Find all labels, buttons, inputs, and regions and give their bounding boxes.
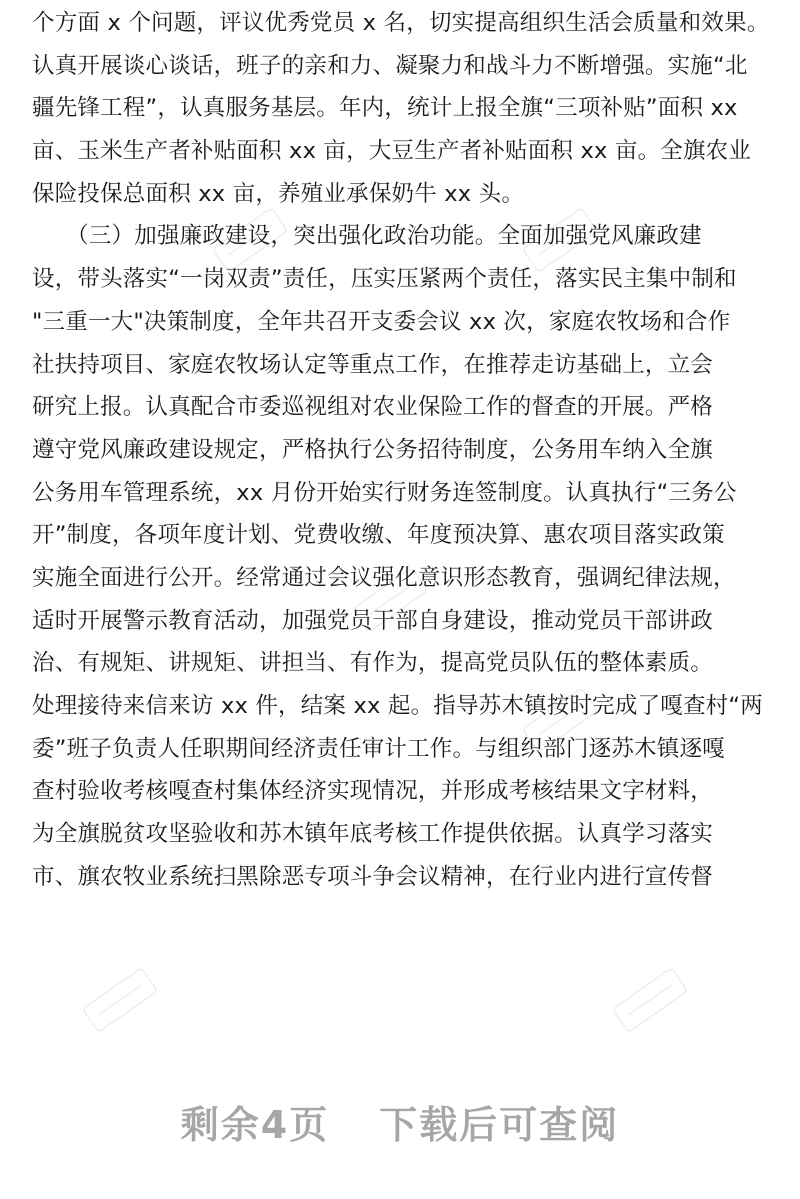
text-line: "三重一大"决策制度，全年共召开支委会议 xx 次，家庭农牧场和合作 [32, 308, 731, 335]
section-heading-line: （三）加强廉政建设，突出强化政治功能。全面加强党风廉政建 [32, 223, 702, 250]
text-line: 为全旗脱贫攻坚验收和苏木镇年底考核工作提供依据。认真学习落实 [32, 821, 714, 848]
text-line: 公务用车管理系统，xx 月份开始实行财务连签制度。认真执行“三务公 [32, 479, 737, 506]
text-line: 处理接待来信来访 xx 件，结案 xx 起。指导苏木镇按时完成了嘎查村“两 [32, 693, 763, 719]
body-text [32, 0, 778, 898]
text-line: 委”班子负责人任职期间经济责任审计工作。与组织部门逐苏木镇逐嘎 [32, 735, 725, 762]
text-line: 疆先锋工程”，认真服务基层。年内，统计上报全旗“三项补贴”面积 xx [32, 95, 738, 122]
text-line: 市、旗农牧业系统扫黑除恶专项斗争会议精神，在行业内进行宣传督 [32, 863, 714, 890]
text-line: 适时开展警示教育活动，加强党员干部自身建设，推动党员干部讲政 [32, 607, 714, 634]
text-line: 亩、玉米生产者补贴面积 xx 亩，大豆生产者补贴面积 xx 亩。全旗农业 [32, 138, 752, 165]
text-line: 开”制度，各项年度计划、党费收缴、年度预决算、惠农项目落实政策 [32, 522, 725, 549]
text-line: 认真开展谈心谈话，班子的亲和力、凝聚力和战斗力不断增强。实施“北 [32, 52, 748, 79]
download-to-view-label[interactable]: 下载后可查阅 [379, 1103, 620, 1147]
text-line: 治、有规矩、讲规矩、讲担当、有作为，提高党员队伍的整体素质。 [32, 650, 714, 677]
text-line: 研究上报。认真配合市委巡视组对农业保险工作的督查的开展。严格 [32, 394, 714, 421]
text-line: 实施全面进行公开。经常通过会议强化意识形态教育，强调纪律法规， [32, 564, 736, 591]
text-line: 查村验收考核嘎查村集体经济实现情况，并形成考核结果文字材料， [32, 778, 714, 805]
download-prompt-banner[interactable] [0, 1095, 800, 1155]
text-line: 设，带头落实“一岗双责”责任，压实压紧两个责任，落实民主集中制和 [32, 266, 737, 293]
text-line: 保险投保总面积 xx 亩，养殖业承保奶牛 xx 头。 [32, 180, 525, 207]
text-line: 社扶持项目、家庭农牧场认定等重点工作，在推荐走访基础上，立会 [32, 351, 714, 378]
text-line: 遵守党风廉政建设规定，严格执行公务招待制度，公务用车纳入全旗 [32, 436, 714, 463]
remaining-pages-label: 剩余4页 [180, 1103, 330, 1147]
text-line: 个方面 x 个问题，评议优秀党员 x 名，切实提高组织生活会质量和效果。 [32, 10, 770, 36]
